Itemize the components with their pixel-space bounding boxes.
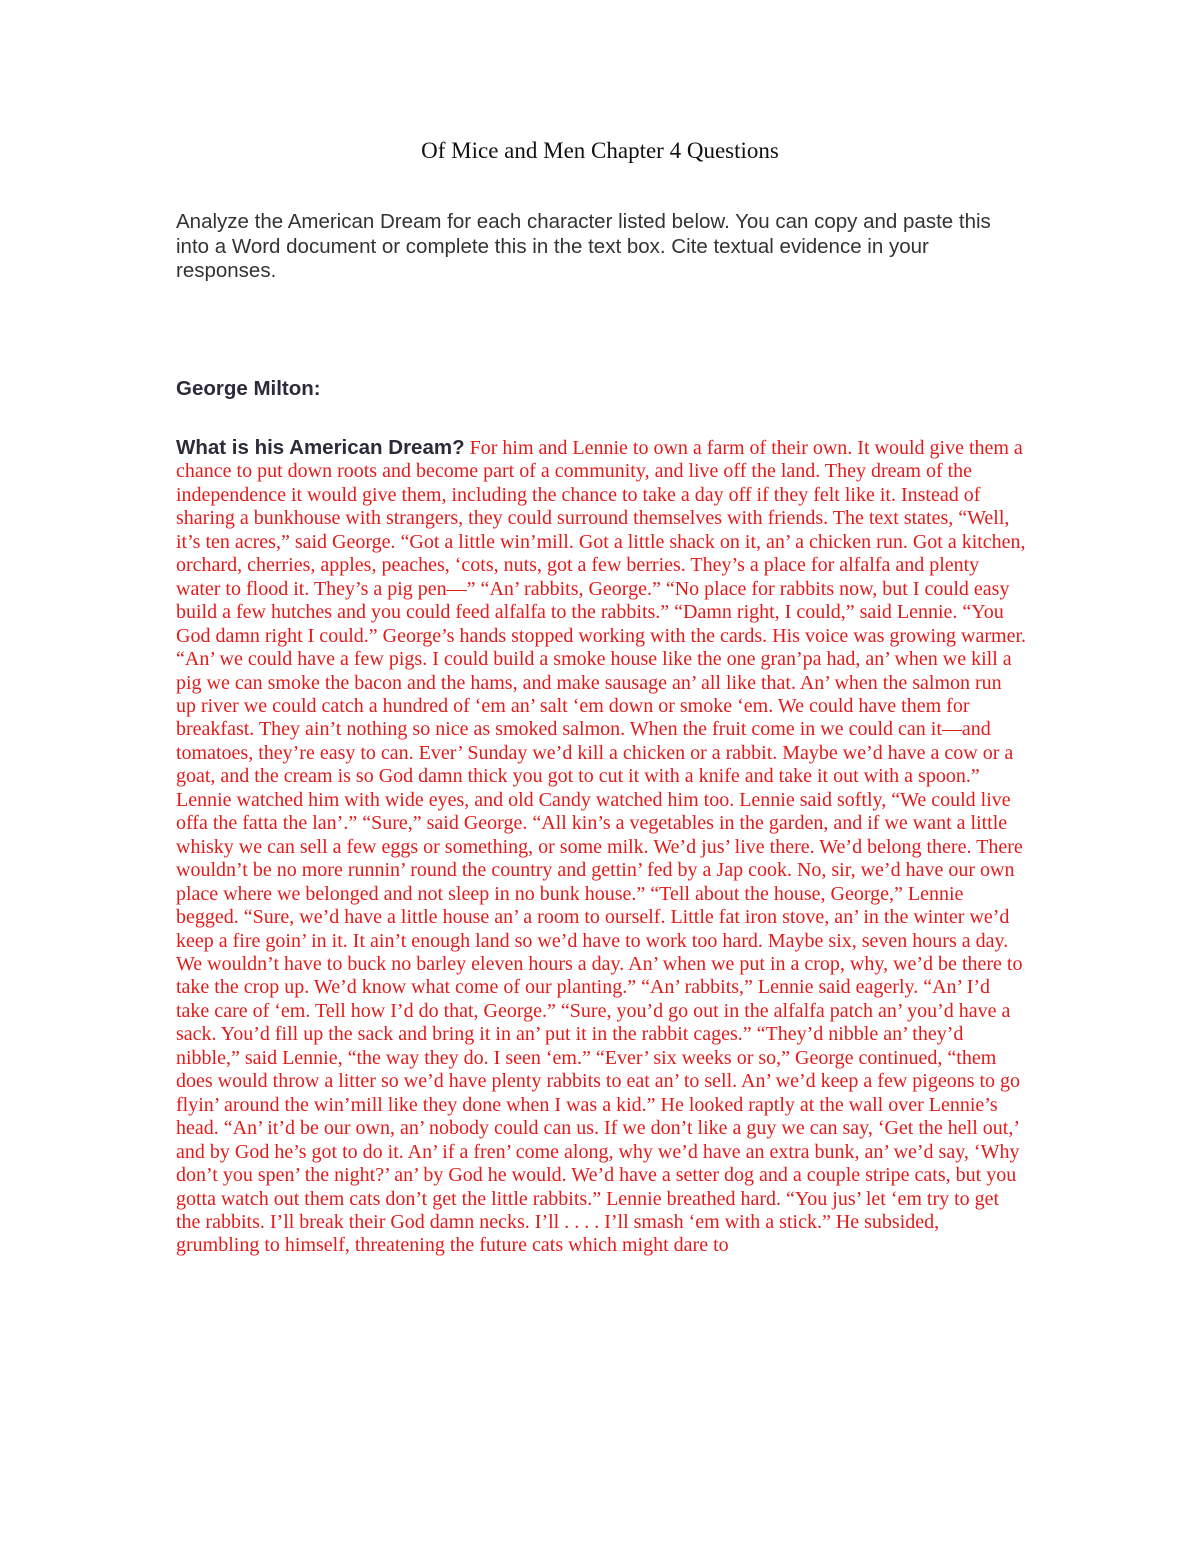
character-heading-george: George Milton: bbox=[176, 377, 321, 400]
answer-text: For him and Lennie to own a farm of their own. It would give them a chance to put down roots and become part of a community, and live off the land. They dream of the independence it would give them, including the chance to take a day off if they felt like it. Instead of sharing a bunkhouse with strangers, they could surround themselves with friends. The text states, “Well, it’s ten acres,” said George. “Got a little win’mill. Got a little shack on it, an’ a chicken run. Got a kitchen, orchard, cherries, apples, peaches, ‘cots, nuts, got a few berries. They’s a place for alfalfa and plenty water to flood it. They’s a pig pen—” “An’ rabbits, George.” “No place for rabbits now, but I could easy build a few hutches and you could feed alfalfa to the rabbits.” “Damn right, I could,” said Lennie. “You God damn right I could.” George’s hands stopped working with the cards. His voice was growing warmer. “An’ we could have a few pigs. I could build a smoke house like the one gran’pa had, an’ when we kill a pig we can smoke the bacon and the hams, and make sausage an’ all like that. An’ when the salmon run up river we could catch a hundred of ‘em an’ salt ‘em down or smoke ‘em. We could have them for breakfast. They ain’t nothing so nice as smoked salmon. When the fruit come in we could can it—and tomatoes, they’re easy to can. Ever’ Sunday we’d kill a chicken or a rabbit. Maybe we’d have a cow or a goat, and the cream is so God damn thick you got to cut it with a knife and take it out with a spoon.” Lennie watched him with wide eyes, and old Candy watched him too. Lennie said softly, “We could live offa the fatta the lan’.” “Sure,” said George. “All kin’s a vegetables in the garden, and if we want a little whisky we can sell a few eggs or something, or some milk. We’d jus’ live there. We’d belong there. There wouldn’t be no more runnin’ round the country and gettin’ fed by a Jap cook. No, sir, we’d have our own place where we belonged and not sleep in no bunk house.” “Tell about the house, George,” Lennie begged. “Sure, we’d have a little house an’ a room to ourself. Little fat iron stove, an’ in the winter we’d keep a fire goin’ in it. It ain’t enough land so we’d have to work too hard. Maybe six, seven hours a day. We wouldn’t have to buck no barley eleven hours a day. An’ when we put in a crop, why, we’d be there to take the crop up. We’d know what come of our planting.” “An’ rabbits,” Lennie said eagerly. “An’ I’d take care of ‘em. Tell how I’d do that, George.” “Sure, you’d go out in the alfalfa patch an’ you’d have a sack. You’d fill up the sack and bring it in an’ put it in the rabbit cages.” “They’d nibble an’ they’d nibble,” said Lennie, “the way they do. I seen ‘em.” “Ever’ six weeks or so,” George continued, “them does would throw a litter so we’d have plenty rabbits to eat an’ to sell. An’ we’d keep a few pigeons to go flyin’ around the win’mill like they done when I was a kid.” He looked raptly at the wall over Lennie’s head. “An’ it’d be our own, an’ nobody could can us. If we don’t like a guy we can say, ‘Get the hell out,’ and by God he’s got to do it. An’ if a fren’ come along, why we’d have an extra bunk, an’ we’d say, ‘Why don’t you spen’ the night?’ an’ by God he would. We’d have a setter dog and a couple stripe cats, but you gotta watch out them cats don’t get the little rabbits.” Lennie breathed hard. “You jus’ let ‘em try to get the rabbits. I’ll break their God damn necks. I’ll . . . . I’ll smash ‘em with a stick.” He subsided, grumbling to himself, threatening the future cats which might dare to bbox=[176, 437, 1027, 1257]
page-title: Of Mice and Men Chapter 4 Questions bbox=[421, 138, 779, 163]
instructions-text: Analyze the American Dream for each character listed below. You can copy and paste this into a Word document or complete this in the text box. Cite textual evidence in your responses. bbox=[176, 210, 991, 282]
question-label: What is his American Dream? bbox=[176, 436, 465, 459]
answer-block bbox=[176, 436, 1026, 1258]
